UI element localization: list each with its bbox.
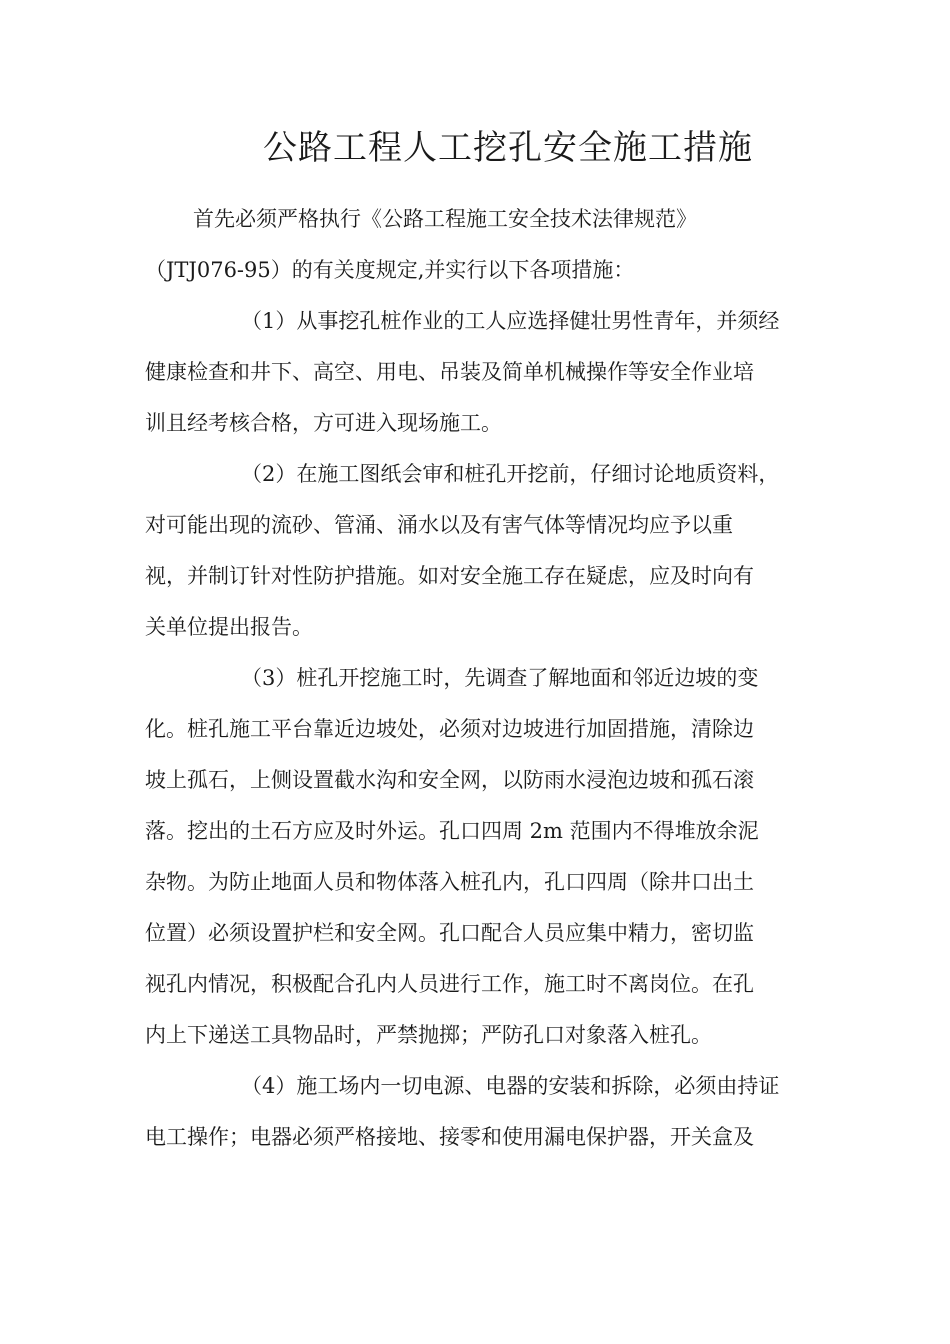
document-title: 公路工程人工挖孔安全施工措施 xyxy=(263,128,753,168)
paragraph-intro-line-2: （JTJ076-95）的有关度规定,并实行以下各项措施： xyxy=(145,258,635,282)
paragraph-3-line-1: （3）桩孔开挖施工时，先调查了解地面和邻近边坡的变 xyxy=(241,666,759,690)
paragraph-4-line-2: 电工操作；电器必须严格接地、接零和使用漏电保护器，开关盒及 xyxy=(145,1125,754,1149)
paragraph-2-line-3: 视，并制订针对性防护措施。如对安全施工存在疑虑，应及时向有 xyxy=(145,564,754,588)
paragraph-3-line-6: 位置）必须设置护栏和安全网。孔口配合人员应集中精力，密切监 xyxy=(145,921,754,945)
paragraph-3-line-3: 坡上孤石，上侧设置截水沟和安全网，以防雨水浸泡边坡和孤石滚 xyxy=(145,768,754,792)
paragraph-4-line-1: （4）施工场内一切电源、电器的安装和拆除，必须由持证 xyxy=(241,1074,780,1098)
paragraph-2-line-2: 对可能出现的流砂、管涌、涌水以及有害气体等情况均应予以重 xyxy=(145,513,733,537)
paragraph-intro-line-1: 首先必须严格执行《公路工程施工安全技术法律规范》 xyxy=(193,207,697,231)
paragraph-1-line-3: 训且经考核合格，方可进入现场施工。 xyxy=(145,411,502,435)
paragraph-3-line-7: 视孔内情况，积极配合孔内人员进行工作，施工时不离岗位。在孔 xyxy=(145,972,754,996)
paragraph-3-line-5: 杂物。为防止地面人员和物体落入桩孔内，孔口四周（除井口出土 xyxy=(145,870,754,894)
paragraph-2-line-4: 关单位提出报告。 xyxy=(145,615,313,639)
paragraph-1-line-2: 健康检查和井下、高空、用电、吊装及简单机械操作等安全作业培 xyxy=(145,360,754,384)
paragraph-2-line-1: （2）在施工图纸会审和桩孔开挖前，仔细讨论地质资料， xyxy=(241,462,780,486)
paragraph-3-line-4: 落。挖出的土石方应及时外运。孔口四周 2m 范围内不得堆放余泥 xyxy=(145,819,759,843)
paragraph-3-line-8: 内上下递送工具物品时，严禁抛掷；严防孔口对象落入桩孔。 xyxy=(145,1023,712,1047)
paragraph-1-line-1: （1）从事挖孔桩作业的工人应选择健壮男性青年，并须经 xyxy=(241,309,780,333)
paragraph-3-line-2: 化。桩孔施工平台靠近边坡处，必须对边坡进行加固措施，清除边 xyxy=(145,717,754,741)
